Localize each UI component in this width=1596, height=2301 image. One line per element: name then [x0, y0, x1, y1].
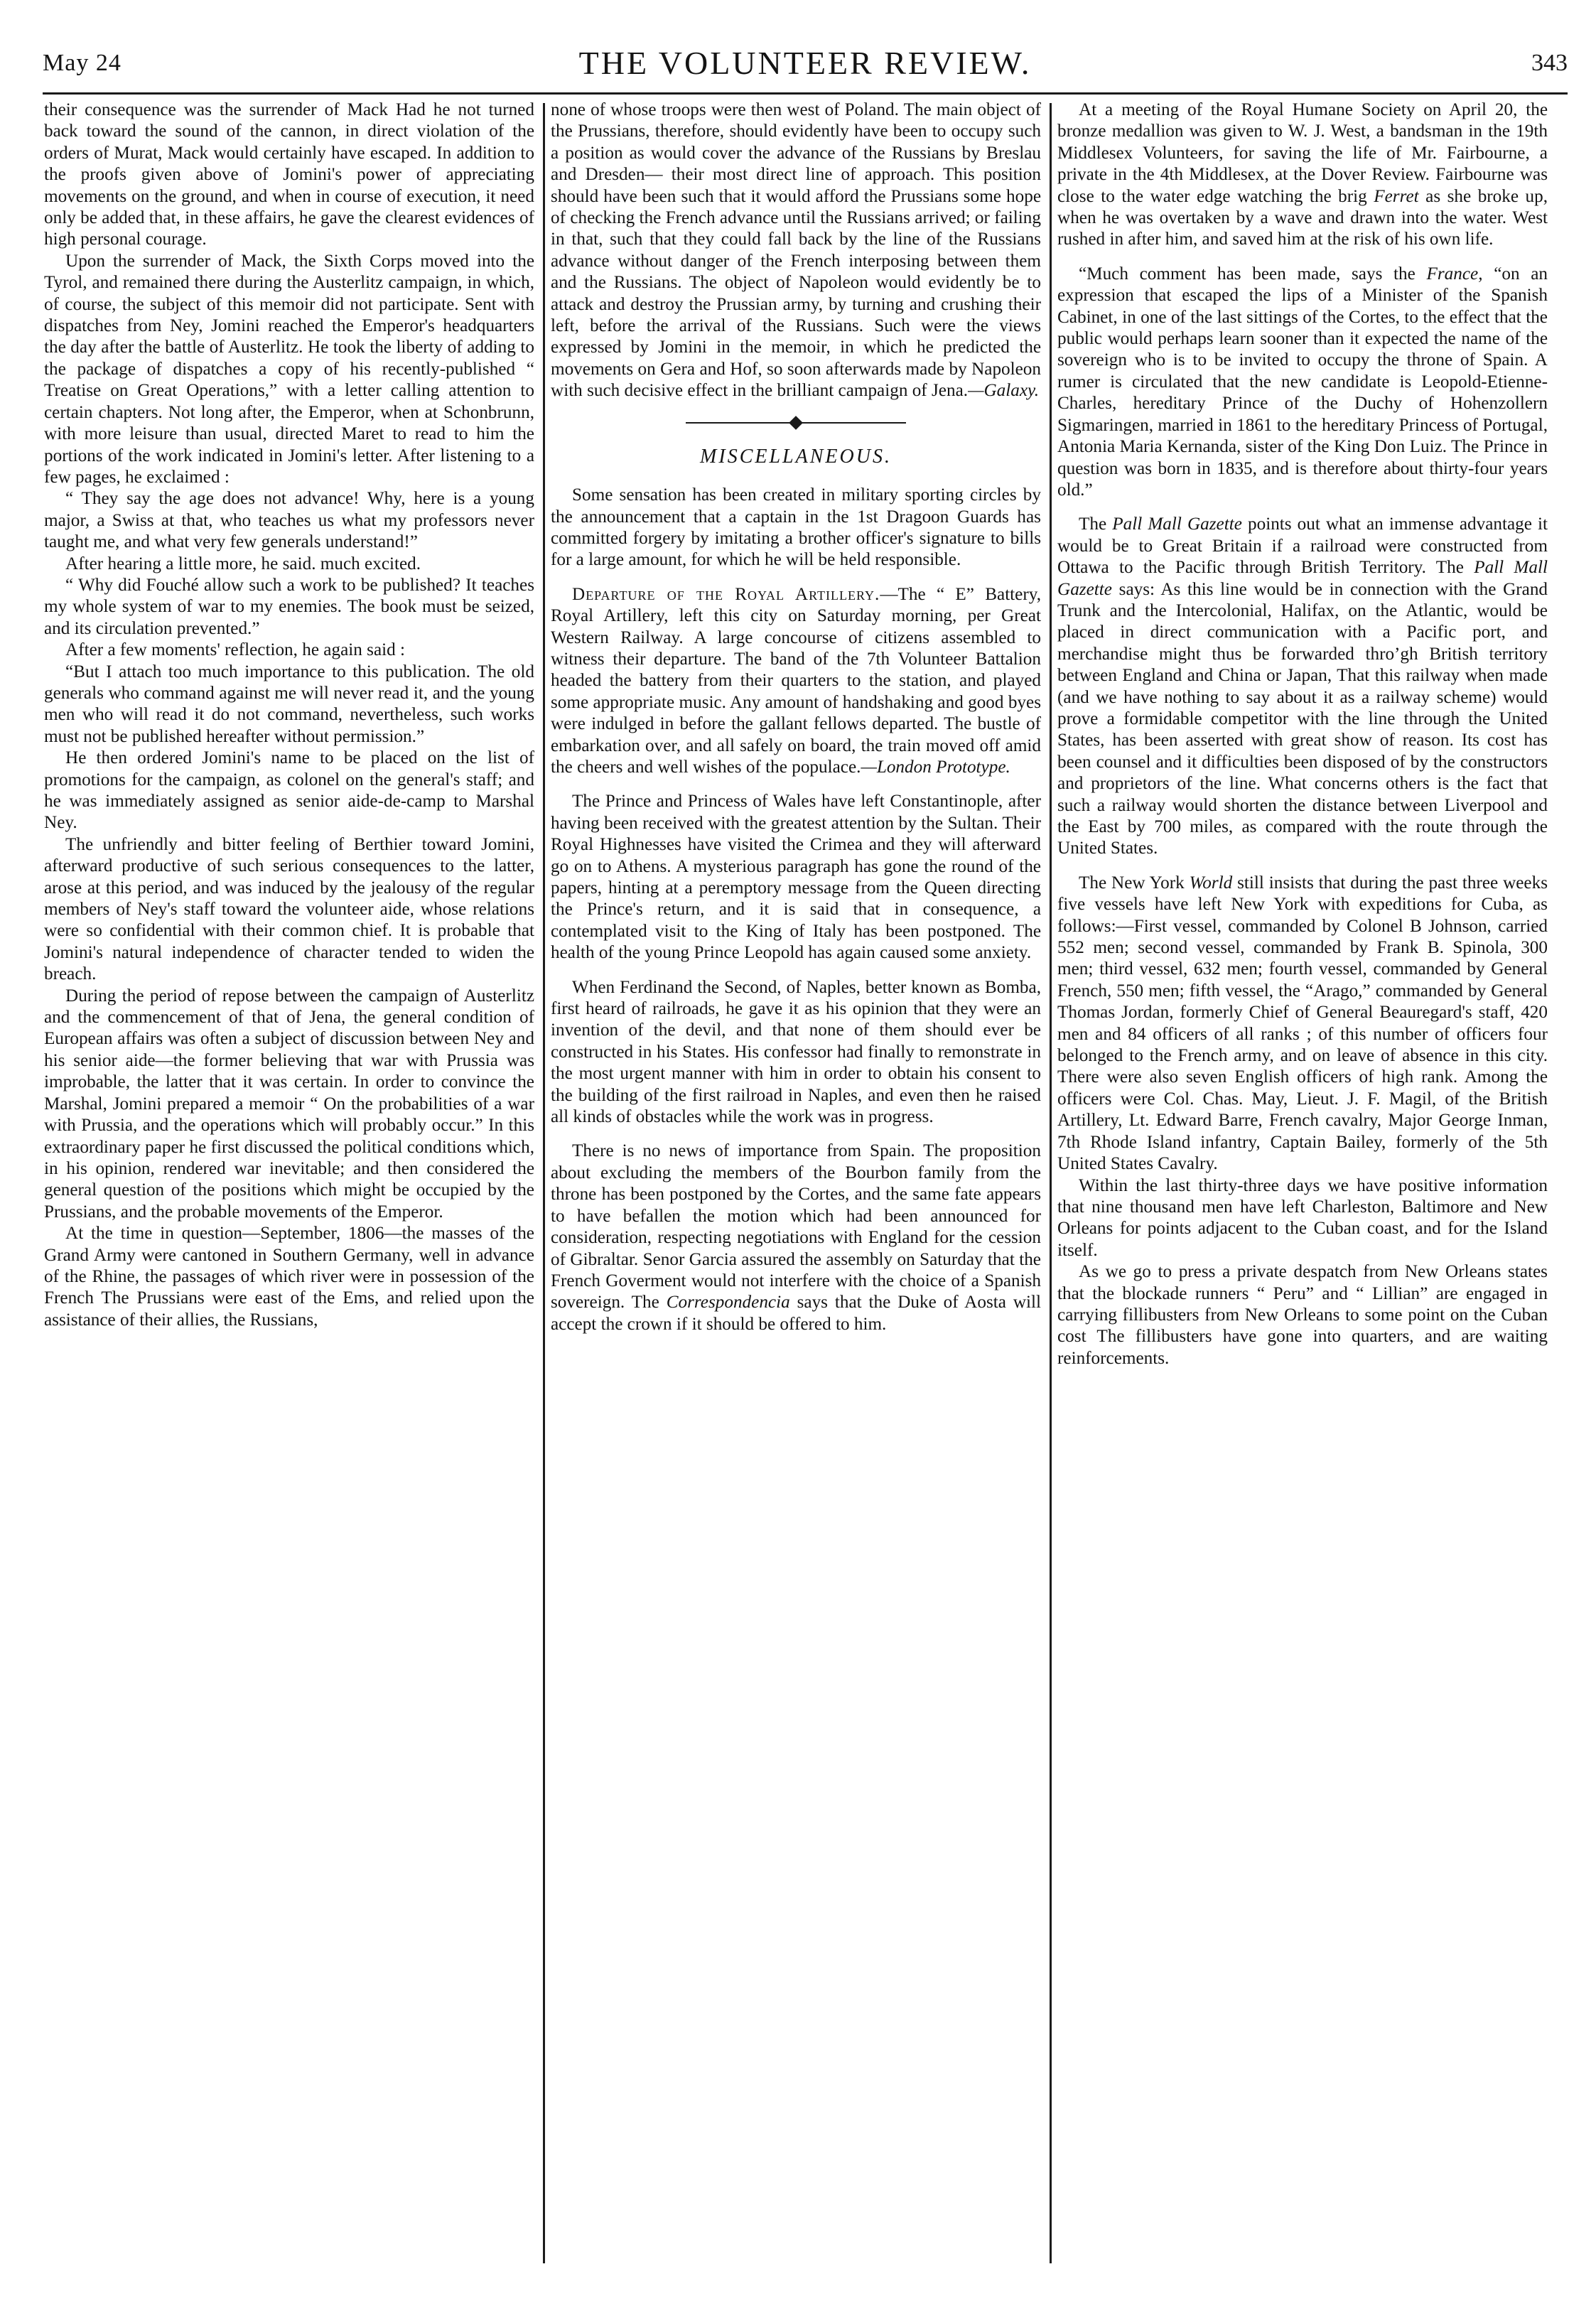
masthead: [43, 45, 1568, 95]
paragraph-text: points out what an immense advantage it would be to Great Britain if a railroad were constructed from Ottawa to the Pacific through British Territory. The: [1057, 514, 1548, 578]
source-credit: —London Prototype.: [861, 757, 1010, 777]
paragraph-text: says that the Duke of Aosta will accept the crown if it should be offered to him.: [551, 1293, 1042, 1334]
paragraph-text: The New York: [1079, 873, 1185, 893]
quote-paragraph: “ They say the age does not advance! Why, here is a young major, a Swiss at that, who teaches us what my professors never taught me, and what very few generals understand!”: [44, 489, 534, 552]
column-rule: [1050, 103, 1052, 2263]
column-1: [44, 99, 534, 1331]
paragraph: Upon the surrender of Mack, the Sixth Corps moved into the Tyrol, and remained there during the Austerlitz campaign, in which, of course, the subject of this memoir did not participate. Sent with dispatches from Ney, Jomini reached the Emperor's headquarters the day after the battle of Austerlitz. He took the liberty of adding to the package of dispatches a copy of his recently-published “ Treatise on Great Operations,” with a letter calling attention to certain chapters. Not long after, the Emperor, when at Schonbrunn, with more leisure than usual, directed Maret to read to him the portions of the work indicated in Jomini's letter. After listening to a few pages, he exclaimed :: [44, 251, 534, 487]
source-credit: —Galaxy.: [968, 381, 1040, 401]
paragraph: He then ordered Jomini's name to be placed on the list of promotions for the campaign, as colonel on the general's staff; and he was immediately assigned as senior aide-de-camp to Marshal Ney.: [44, 748, 534, 833]
italic-title: France,: [1426, 264, 1483, 284]
paragraph: The Prince and Princess of Wales have left Constantinople, after having been received with the greatest attention by the Sultan. Their Royal Highnesses have visited the Crimea and they will afterward go on to Athens. A mysterious paragraph has gone the round of the papers, hinting at a peremptory message from the Queen directing the Prince's return, and it is said that in consequence, a contemplated visit to the King of Italy has been postponed. The health of the young Prince Leopold has again caused some anxiety.: [551, 792, 1041, 963]
paragraph: After hearing a little more, he said. much excited.: [65, 554, 421, 573]
paragraph: As we go to press a private despatch from New Orleans states that the blockade runners “ Peru” and “ Lillian” are engaged in carrying fillibusters from New Orleans to some point on the Cuban cost The fillibusters have gone into quarters, and are waiting reinforcements.: [1057, 1262, 1548, 1368]
column-2: [551, 99, 1041, 1335]
paragraph: [1057, 264, 1548, 501]
publication-title: THE VOLUNTEER REVIEW.: [578, 45, 1032, 81]
paragraph-text: “on an expression that escaped the lips of a Minister of the Spanish Cabinet, in one of the last sittings of the Cortes, to the effect that the public would perhaps learn sooner than it expected the name of the sovereign who is to be invited to occupy the throne of Spain. A rumer is circulated that the new candidate is Leopold-Etienne-Charles, hereditary Prince of the Duchy of Hohenzollern Sigmaringen, married in 1861 to the hereditary Princess of Portugal, Antonia Maria Kernanda, sister of the King Don Luiz. The Prince in question was born in 1835, and is therefore about thirty-four years old.”: [1057, 264, 1548, 500]
paragraph: When Ferdinand the Second, of Naples, better known as Bomba, first heard of railroads, he gave it as his opinion that they were an invention of the devil, and that none of them should ever be constructed in his States. His confessor had finally to remonstrate in the most urgent manner with him in order to obtain his consent to the building of the first railroad in Naples, and even then he raised all kinds of obstacles while the work was in progress.: [551, 977, 1041, 1127]
paragraph: Some sensation has been created in military sporting circles by the announcement that a captain in the 1st Dragoon Guards has committed forgery by imitating a brother officer's signature to bills for a large amount, for which he will be held responsible.: [551, 485, 1041, 570]
article-heading: Departure of the Royal Artillery.: [572, 584, 880, 604]
section-heading: MISCELLANEOUS.: [700, 445, 892, 468]
paragraph: [551, 99, 1041, 402]
section-divider: [551, 414, 1041, 432]
italic-title: Correspondencia: [666, 1293, 790, 1313]
paragraph-text: still insists that during the past three weeks five vessels have left New York with expeditions for Cuba, as follows:—First vessel, commanded by Colonel B Johnson, carried 552 men; second vessel, commanded by Frank B. Spinola, 300 men; third vessel, 632 men; fourth vessel, commanded by General French, 550 men; fifth vessel, the “Arago,” commanded by General Thomas Jordan, formerly Chief of General Beauregard's staff, 420 men and 84 officers of all ranks ; of this number of officers four belonged to the French army, and on leave of absence in this city. There were also seven English officers of high rank. Among the officers were Col. Chas. May, Lieut. J. F. Magil, of the British Artillery, Lt. Edward Barre, French cavalry, Major George Inman, 7th Rhode Island infantry, Captain Bailey, formerly of the 5th United States Cavalry.: [1057, 873, 1548, 1174]
paragraph-text: “Much comment has been made, says the: [1079, 264, 1416, 284]
italic-title: Pall Mall Gazette: [1112, 514, 1242, 534]
paragraph-text: —The “ E” Battery, Royal Artillery, left this city on Saturday morning, per Great Western Railway. A large concourse of citizens assembled to witness their departure. The band of the 7th Volunteer Battalion headed the battery from their quarters to the station, and played some appropriate music. Any amount of handshaking and good byes were indulged in before the gallant fellows departed. The bustle of embarkation over, and all safely on board, the train moved off amid the cheers and well wishes of the populace.: [551, 584, 1042, 777]
issue-date: May 24: [43, 50, 122, 76]
paragraph-text: as she broke up, when he was overtaken by a wave and drawn into the water. West rushed in after him, and saved him at the risk of his own life.: [1057, 186, 1548, 249]
quote-paragraph: “ Why did Fouché allow such a work to be published? It teaches my whole system of war to my enemies. The book must be seized, and its circulation prevented.”: [44, 575, 534, 638]
italic-title: World: [1189, 873, 1233, 893]
paragraph: During the period of repose between the campaign of Austerlitz and the commencement of that of Jena, the general condition of European affairs was often a subject of discussion between Ney and his senior aide—the former believing that war with Prussia was improbable, the latter that it was certain. In order to convince the Marshal, Jomini prepared a memoir “ On the probabilities of a war with Prussia, and the operations which will probably occur.” In this extraordinary paper he first discussed the political conditions which, in his opinion, rendered war inevitable; and then considered the general question of the positions which might be occupied by the Prussians, and the probable movements of the Emperor.: [44, 986, 534, 1222]
paragraph: At the time in question—September, 1806—the masses of the Grand Army were cantoned in Southern Germany, well in advance of the Rhine, the passages of which river were in possession of the French The Prussians were east of the Ems, and relied upon the assistance of their allies, the Russians,: [44, 1224, 534, 1330]
paragraph: [551, 584, 1041, 779]
paragraph: [1057, 99, 1548, 251]
paragraph-text: The: [1079, 514, 1107, 534]
column-rule: [543, 103, 545, 2263]
paragraph: After a few moments' reflection, he again said :: [65, 640, 406, 660]
quote-paragraph: “But I attach too much importance to this publication. The old generals who command against me will never read it, and the young men who will read it do not command, nevertheless, such works must not be published hereafter without permission.”: [44, 662, 534, 746]
paragraph-text: says: As this line would be in connection with the Grand Trunk and the Intercolonial, Halifax, on the Atlantic, would be placed in direct communication with a Pacific port, and merchandise might thus be forwarded thro’gh British territory between England and China or Japan, That this railway when made (and we have nothing to say about it as a railway scheme) would prove a formidable competitor with the line through the United States, has been asserted with great show of reason. Its cost has been counsel and it difficulties been disposed of by the constructors and proprietors of the line. What concerns others is the fact that such a railway would shorten the distance between Liverpool and the East by 700 miles, as compared with the route through the United States.: [1057, 579, 1548, 858]
paragraph: their consequence was the surrender of Mack Had he not turned back toward the sound of the cannon, in direct violation of the orders of Murat, Mack would certainly have escaped. In addition to the proofs given above of Jomini's power of appreciating movements on the ground, and when in course of execution, it need only be added that, in these affairs, he gave the clearest evidences of high personal courage.: [44, 100, 534, 249]
paragraph-text: none of whose troops were then west of Poland. The main object of the Prussians, therefore, should evidently have been to occupy such a position as would cover the advance of the Russians by Breslau and Dresden— their most direct line of approach. This position should have been such that it would afford the Prussians some hope of checking the French advance until the Russians arrived; or failing in that, such that they could fall back by the line of the Russians advance without danger of the French interposing between them and the Russians. The object of Napoleon would evidently be to attack and destroy the Prussian army, by turning and crushing their left, before the arrival of the Russians. Such were the views expressed by Jomini in the memoir, in which he predicted the movements on Gera and Hof, so soon afterwards made by Napoleon with such decisive effect in the brilliant campaign of Jena.: [551, 100, 1041, 401]
italic-title: Ferret: [1374, 186, 1419, 206]
divider-ornament-icon: [789, 416, 803, 430]
paragraph: [1057, 514, 1548, 860]
italic-title: Pall Mall Gazette: [1057, 558, 1548, 599]
page-number: 343: [1531, 50, 1568, 76]
paragraph: [551, 1141, 1041, 1335]
paragraph: Within the last thirty-three days we have positive information that nine thousand men have left Charleston, Baltimore and New Orleans for points adjacent to the Cuban coast, and for the Island itself.: [1057, 1175, 1548, 1260]
column-3: [1057, 99, 1548, 1369]
paragraph: The unfriendly and bitter feeling of Berthier toward Jomini, afterward productive of such serious consequences to the latter, arose at this period, and was induced by the jealousy of the regular members of Ney's staff toward the volunteer aide, whose relations were so confidential with their common chief. It is probable that Jomini's natural independence of character tended to widen the breach.: [44, 834, 534, 984]
paragraph: [1057, 873, 1548, 1175]
paragraph-text: At a meeting of the Royal Humane Society on April 20, the bronze medallion was given to W. J. West, a bandsman in the 19th Middlesex Volunteers, for saving the life of Mr. Fairbourne, a private in the 4th Middlesex, at the Dover Review. Fairbourne was close to the water edge watching the brig: [1057, 100, 1548, 206]
paragraph-text: There is no news of importance from Spain. The proposition about excluding the members of the Bourbon family from the throne has been postponed by the Cortes, and the same fate appears to have befallen the motion which had been announced for consideration, respecting negotiations with England for the cession of Gibraltar. Senor Garcia assured the assembly on Saturday that the French Goverment would not interfere with the choice of a Spanish sovereign. The: [551, 1141, 1041, 1313]
